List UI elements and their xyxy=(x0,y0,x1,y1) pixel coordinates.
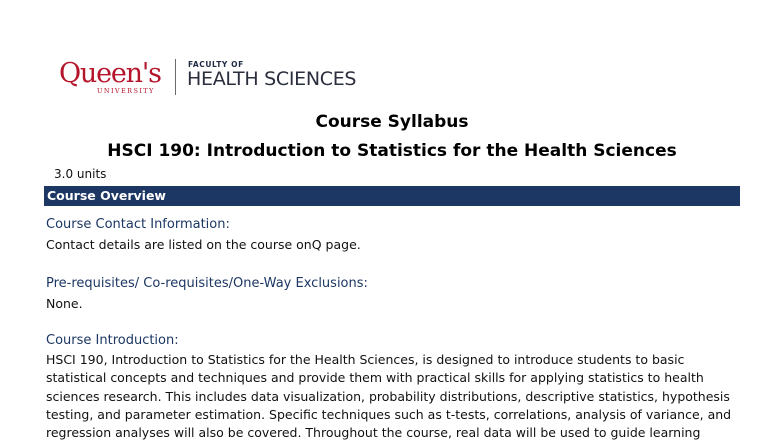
intro-line: HSCI 190, Introduction to Statistics for the Health Sciences, is designed to introduce students to basic xyxy=(46,352,685,367)
university-label: UNIVERSITY xyxy=(97,87,155,95)
faculty-logo xyxy=(59,59,359,99)
logo-divider xyxy=(175,59,176,95)
intro-line: regression analyses will also be covered. Throughout the course, real data will be used to guide learning xyxy=(46,425,701,441)
contact-text: Contact details are listed on the course onQ page. xyxy=(46,237,361,252)
faculty-name: HEALTH SCIENCES xyxy=(187,68,357,90)
section-header-course-overview: Course Overview xyxy=(44,186,740,206)
queens-wordmark: Queen's xyxy=(59,58,161,89)
prereq-heading: Pre-requisites/ Co-requisites/One-Way Exclusions: xyxy=(46,276,368,291)
faculty-of-label: FACULTY OF xyxy=(188,60,244,69)
document-title: Course Syllabus xyxy=(315,112,469,132)
prereq-text: None. xyxy=(46,296,83,311)
intro-line: testing, and parameter estimation. Specific techniques such as t-tests, correlations, analysis of variance, and xyxy=(46,406,732,422)
intro-paragraph xyxy=(46,351,746,442)
intro-line: sciences research. This includes data visualization, probability distributions, descriptive statistics, hypothesis xyxy=(46,388,730,404)
contact-heading: Course Contact Information: xyxy=(46,217,230,232)
intro-line: statistical concepts and techniques and provide them with practical skills for applying statistics to health xyxy=(46,370,704,386)
course-title: HSCI 190: Introduction to Statistics for the Health Sciences xyxy=(107,141,677,161)
course-units: 3.0 units xyxy=(54,167,107,181)
intro-heading: Course Introduction: xyxy=(46,333,179,348)
